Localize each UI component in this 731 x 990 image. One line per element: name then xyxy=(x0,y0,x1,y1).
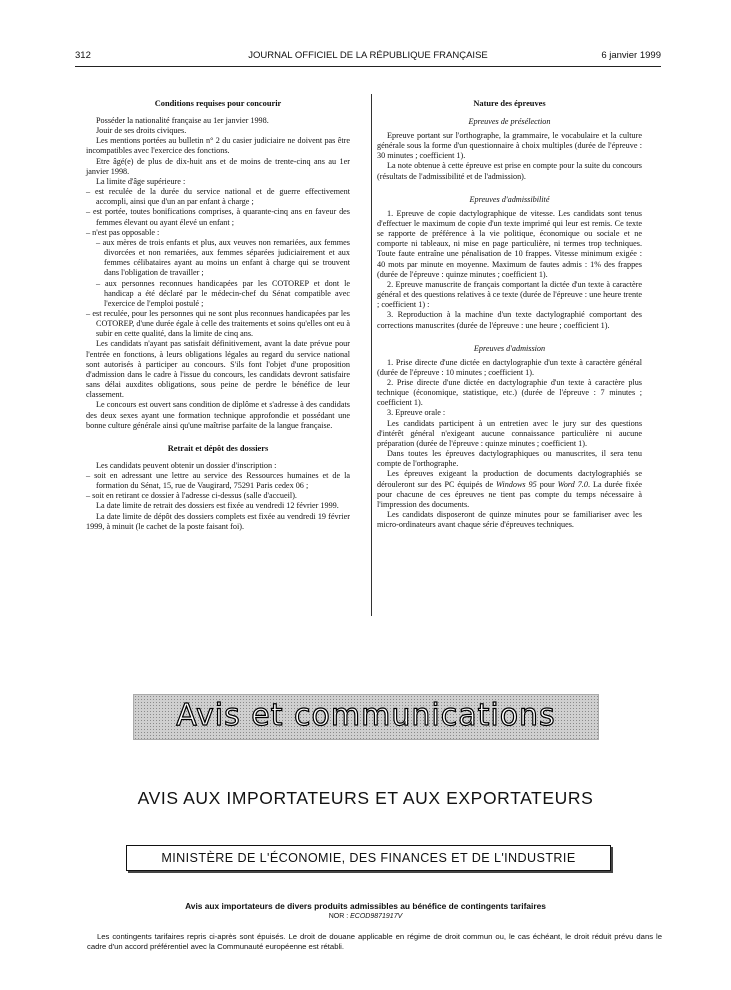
left-column xyxy=(86,98,350,532)
paragraph: Etre âgé(e) de plus de dix-huit ans et de moins de trente-cinq ans au 1er janvier 1998. xyxy=(86,156,350,176)
nor-code: ECOD9871917V xyxy=(350,913,403,920)
paragraph: Les candidats participent à un entretien avec le jury sur des questions d'intérêt général n'exigeant aucune connaissance particulière ni aucune préparation (durée de l'épreuve : quinze minutes ; coefficient 1). xyxy=(377,418,642,448)
right-column xyxy=(377,98,642,530)
paragraph: 2. Prise directe d'une dictée en dactylographie d'un texte à caractère plus technique (économique, statistique, etc.) (durée de l'épreuve : 7 minutes ; coefficient 1). xyxy=(377,377,642,408)
page-header xyxy=(75,50,661,64)
conditions-heading: Conditions requises pour concourir xyxy=(154,99,282,108)
issue-date: 6 janvier 1999 xyxy=(601,50,661,61)
list-item: – aux personnes reconnues handicapées par les COTOREP et dont le handicap a été déclaré par le médecin-chef du Sénat compatible avec l'exercice de l'emploi postulé ; xyxy=(96,278,350,308)
retrait-heading: Retrait et dépôt des dossiers xyxy=(167,443,269,453)
paragraph: Les candidats n'ayant pas satisfait définitivement, avant la date prévue pour l'entrée en fonctions, à leurs obligations légales au regard du service national sont autorisés à participer au concours. S'ils font l'objet d'une proposition d'admission dans le cadre à l'issue du concours, les candidats devront satisfaire sans délai auxdites obligations, sous peine de perdre le bénéfice de leur classement. xyxy=(86,339,350,400)
paragraph: La date limite de retrait des dossiers est fixée au vendredi 12 février 1999. xyxy=(96,501,339,511)
paragraph: 1. Prise directe d'une dictée en dactylographie d'un texte à caractère général (durée de l'épreuve : 10 minutes ; coefficient 1). xyxy=(377,357,642,377)
list-item: – est portée, toutes bonifications comprises, à quarante-cinq ans en faveur des femmes élevant ou ayant élevé un enfant ; xyxy=(86,207,350,227)
section-title: AVIS AUX IMPORTATEURS ET AUX EXPORTATEURS xyxy=(137,788,594,808)
paragraph: 2. Epreuve manuscrite de français comportant la dictée d'un texte à caractère général et des questions relatives à ce texte (durée de l'épreuve : une heure trente ; coefficient 1) : xyxy=(377,279,642,310)
section-banner xyxy=(133,694,599,740)
software-name: Word 7.0 xyxy=(557,479,588,489)
page-number: 312 xyxy=(75,50,91,61)
notice-body xyxy=(87,932,662,951)
paragraph: La note obtenue à cette épreuve est prise en compte pour la suite du concours (résultats de l'admissibilité et de l'admission). xyxy=(377,161,642,181)
paragraph: Les mentions portées au bulletin n° 2 du casier judiciaire ne doivent pas être incompatibles avec l'exercice des fonctions. xyxy=(86,136,350,156)
header-rule xyxy=(75,66,661,67)
paragraph: Dans toutes les épreuves dactylographiques ou manuscrites, il sera tenu compte de l'orthographe. xyxy=(377,449,642,469)
admission-heading: Epreuves d'admission xyxy=(473,343,546,353)
list-item: – est reculée de la durée du service national et de guerre effectivement accompli, ainsi que d'un an par enfant à charge ; xyxy=(86,187,350,207)
list-item: – est reculée, pour les personnes qui ne sont plus reconnues handicapées par les COTOREP, d'une durée égale à celle des traitements et soins qu'elles ont eu à subir en cette qualité, dans la limite de cinq ans. xyxy=(86,308,350,339)
paragraph: 1. Epreuve de copie dactylographique de vitesse. Les candidats sont tenus d'effectuer le maximum de copie d'un texte imprimé qui leur est remis. Ce texte se rapporte de préférence à la vie politique, économique ou sociale et ne comporte ni tableaux, ni mise en page particulière, ni termes trop techniques. Toute faute entraîne une pénalisation de 10 frappes. Vitesse minimum exigée : 40 mots par minute en moyenne. Maximum de fautes admis : 1% des frappes (durée de l'épreuve : quinze minutes ; coefficient 1). xyxy=(377,208,642,279)
paragraph: La date limite de dépôt des dossiers complets est fixée au vendredi 19 février 1999, à minuit (le cachet de la poste faisant foi). xyxy=(86,511,350,531)
nature-heading: Nature des épreuves xyxy=(473,99,546,108)
paragraph: Les épreuves exigeant la production de documents dactylographiés se dérouleront sur des PC équipés de Windows 95 pour Word 7.0. La durée fixée pour chacune de ces épreuves ne tient pas compte du temps nécessaire à l'impression des documents. xyxy=(377,469,642,509)
admissibility-heading: Epreuves d'admissibilité xyxy=(469,194,550,204)
paragraph: Epreuve portant sur l'orthographe, la grammaire, le vocabulaire et la culture générale sous la forme d'un questionnaire à choix multiples (durée de l'épreuve : 30 minutes ; coefficient 1). xyxy=(377,131,642,161)
list-item: – n'est pas opposable : xyxy=(86,227,160,237)
paragraph: Les contingents tarifaires repris ci-après sont épuisés. Le droit de douane applicable en régime de droit commun ou, le cas échéant, le droit réduit prévu dans le cadre d'un accord préférentiel avec la Communauté européenne est rétabli. xyxy=(87,932,662,951)
nor-reference: NOR : ECOD9871917V xyxy=(328,913,403,920)
paragraph: Les candidats disposeront de quinze minutes pour se familiariser avec les micro-ordinateurs avant chaque série d'épreuves techniques. xyxy=(377,510,642,530)
paragraph: La limite d'âge supérieure : xyxy=(96,176,186,186)
banner-text: Avis et communications xyxy=(176,698,556,733)
paragraph: Le concours est ouvert sans condition de diplôme et s'adresse à des candidats des deux sexes ayant une formation technique approfondie et possédant une bonne culture générale ainsi qu'une maîtrise parfaite de la langue française. xyxy=(86,400,350,430)
paragraph: Jouir de ses droits civiques. xyxy=(96,126,187,136)
ministry-box: MINISTÈRE DE L'ÉCONOMIE, DES FINANCES ET DE L'INDUSTRIE xyxy=(126,845,611,871)
preselection-heading: Epreuves de présélection xyxy=(468,117,551,126)
list-item: – aux mères de trois enfants et plus, aux veuves non remariées, aux femmes divorcées et non remariées, aux femmes séparées judiciairement et aux femmes célibataires ayant au moins un enfant à charge qui se trouvent dans l'obligation de travailler ; xyxy=(96,237,350,278)
notice-title: Avis aux importateurs de divers produits admissibles au bénéfice de contingents tarifaires xyxy=(185,901,546,911)
paragraph: 3. Epreuve orale : xyxy=(387,408,446,418)
list-item: – soit en retirant ce dossier à l'adresse ci-dessus (salle d'accueil). xyxy=(86,491,297,501)
journal-title: JOURNAL OFFICIEL DE LA RÉPUBLIQUE FRANÇAISE xyxy=(248,50,488,61)
paragraph: 3. Reproduction à la machine d'un texte dactylographié comportant des corrections manuscrites (durée de l'épreuve : une heure ; coefficient 1). xyxy=(377,310,642,330)
column-divider xyxy=(371,94,372,616)
paragraph: Les candidats peuvent obtenir un dossier d'inscription : xyxy=(96,460,277,470)
software-name: Windows 95 xyxy=(496,479,537,489)
paragraph: Posséder la nationalité française au 1er janvier 1998. xyxy=(96,116,269,125)
list-item: – soit en adressant une lettre au service des Ressources humaines et de la formation du Sénat, 15, rue de Vaugirard, 75291 Paris cedex 06 ; xyxy=(86,471,350,491)
